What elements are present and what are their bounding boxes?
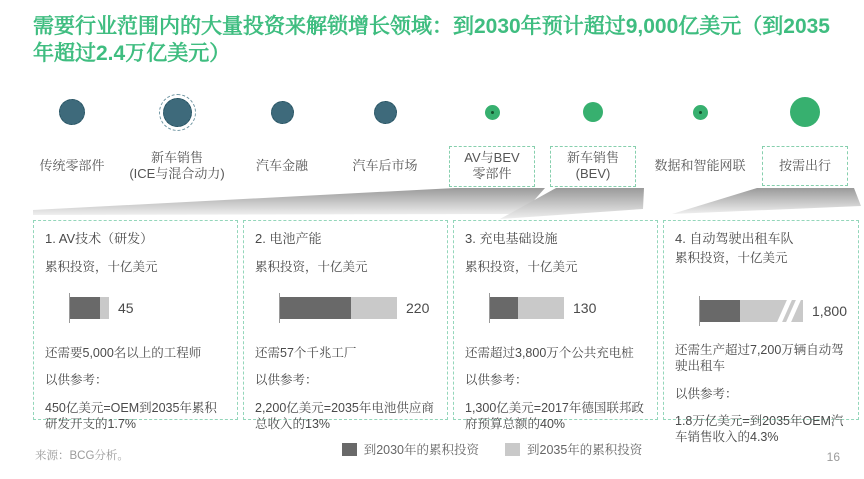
panel-subtitle: 累积投资，十亿美元 — [255, 259, 368, 274]
segment-label-boxed: 新车销售 (BEV) — [550, 146, 636, 187]
segment-circle-teal — [271, 101, 294, 124]
bar-chart — [489, 293, 646, 323]
segment-circle-green — [790, 97, 820, 127]
panel-subtitle: 累积投资，十亿美元 — [465, 259, 578, 274]
bar-segment-2030 — [490, 297, 518, 319]
legend-swatch-light — [505, 443, 520, 456]
bar-segment-2035 — [740, 300, 803, 322]
segment-av-bev-parts — [442, 88, 542, 187]
segment-label: 汽车金融 — [255, 157, 308, 173]
bar-chart — [279, 293, 436, 323]
reference-text: 1,300亿美元=2017年德国联邦政府预算总额的40% — [465, 400, 644, 431]
wedge-av-bev — [33, 188, 545, 215]
legend-swatch-dark — [342, 443, 357, 456]
segment-aftermarket — [330, 88, 440, 186]
segment-label: 数据和智能网联 — [654, 157, 746, 173]
dashed-ring — [159, 94, 196, 131]
segment-traditional-parts — [17, 88, 127, 186]
reference-label: 以供参考： — [465, 373, 528, 388]
panel-battery-capacity — [243, 220, 448, 431]
panel-title: 3. 充电基础设施 — [465, 231, 558, 246]
reference-text: 2,200亿美元=2035年电池供应商总收入的13% — [255, 400, 434, 431]
segment-circle-teal — [59, 99, 85, 125]
page-number: 16 — [826, 450, 840, 464]
segment-circle-green — [485, 105, 500, 120]
chart-legend — [120, 440, 864, 458]
requirement-text: 还需要5,000名以上的工程师 — [45, 346, 202, 361]
segment-auto-finance — [227, 88, 337, 186]
axis-break — [775, 297, 792, 325]
panel-title: 1. AV技术（研发） — [45, 231, 154, 246]
requirement-text: 还需57个千兆工厂 — [255, 346, 357, 361]
bar-value-label: 1,800 — [811, 303, 847, 320]
segment-new-car-sales-bev — [543, 88, 643, 187]
bar-segment-2030 — [280, 297, 351, 319]
bar-chart — [69, 293, 226, 323]
bar-value-label: 220 — [406, 300, 430, 317]
segment-circle-green — [583, 102, 603, 122]
reference-label: 以供参考： — [45, 373, 108, 388]
bar-value-label: 130 — [573, 300, 597, 317]
segment-circle-green — [693, 105, 708, 120]
center-dot — [699, 111, 702, 114]
reference-label: 以供参考： — [675, 386, 738, 401]
reference-text: 1.8万亿美元=到2035年OEM汽车销售收入的4.3% — [675, 413, 844, 445]
panel-av-technology — [33, 220, 238, 431]
bar-value-label: 45 — [118, 300, 134, 317]
bar-chart — [699, 296, 847, 326]
legend-item-2035 — [505, 440, 642, 458]
panel-robotaxi-fleet — [663, 220, 859, 445]
bar-segment-2035 — [100, 297, 109, 319]
segment-label: 传统零部件 — [39, 157, 105, 173]
wedge-bev-sales — [500, 188, 644, 219]
panel-subtitle: 累积投资，十亿美元 — [675, 250, 788, 265]
segment-label-boxed: AV与BEV 零部件 — [449, 146, 535, 187]
panel-title: 4. 自动驾驶出租车队 — [675, 231, 794, 246]
panel-title: 2. 电池产能 — [255, 231, 322, 246]
source-note: 来源：BCG分析。 — [35, 450, 129, 462]
legend-label: 到2035年的累积投资 — [527, 443, 643, 457]
segment-label: 新车销售 (ICE与混合动力) — [129, 149, 225, 181]
wedge-on-demand — [672, 188, 861, 214]
bar-segment-2030 — [70, 297, 100, 319]
bar-segment-2030 — [700, 300, 740, 322]
requirement-text: 还需生产超过7,200万辆自动驾驶出租车 — [675, 343, 844, 374]
segment-new-car-sales-ice — [115, 88, 239, 186]
segment-label: 汽车后市场 — [352, 157, 418, 173]
legend-item-2030 — [342, 440, 479, 458]
bar-segment-2035 — [351, 297, 397, 319]
segment-label-boxed: 按需出行 — [762, 146, 848, 186]
reference-label: 以供参考： — [255, 373, 318, 388]
segment-on-demand-mobility — [755, 88, 855, 186]
segment-circle-teal — [374, 101, 397, 124]
segment-circle-teal — [163, 98, 192, 127]
requirement-text: 还需超过3,800万个公共充电桩 — [465, 346, 634, 361]
panel-charging-infrastructure — [453, 220, 658, 431]
bar-segment-2035 — [518, 297, 564, 319]
legend-label: 到2030年的累积投资 — [363, 443, 479, 457]
center-dot — [491, 111, 494, 114]
segment-data-connectivity — [640, 88, 760, 186]
reference-text: 450亿美元=OEM到2035年累积研发开支的1.7% — [45, 400, 217, 431]
page-title: 需要行业范围内的大量投资来解锁增长领域：到2030年预计超过9,000亿美元（到2035年超过2.4万亿美元） — [33, 15, 830, 65]
panel-subtitle: 累积投资，十亿美元 — [45, 259, 158, 274]
